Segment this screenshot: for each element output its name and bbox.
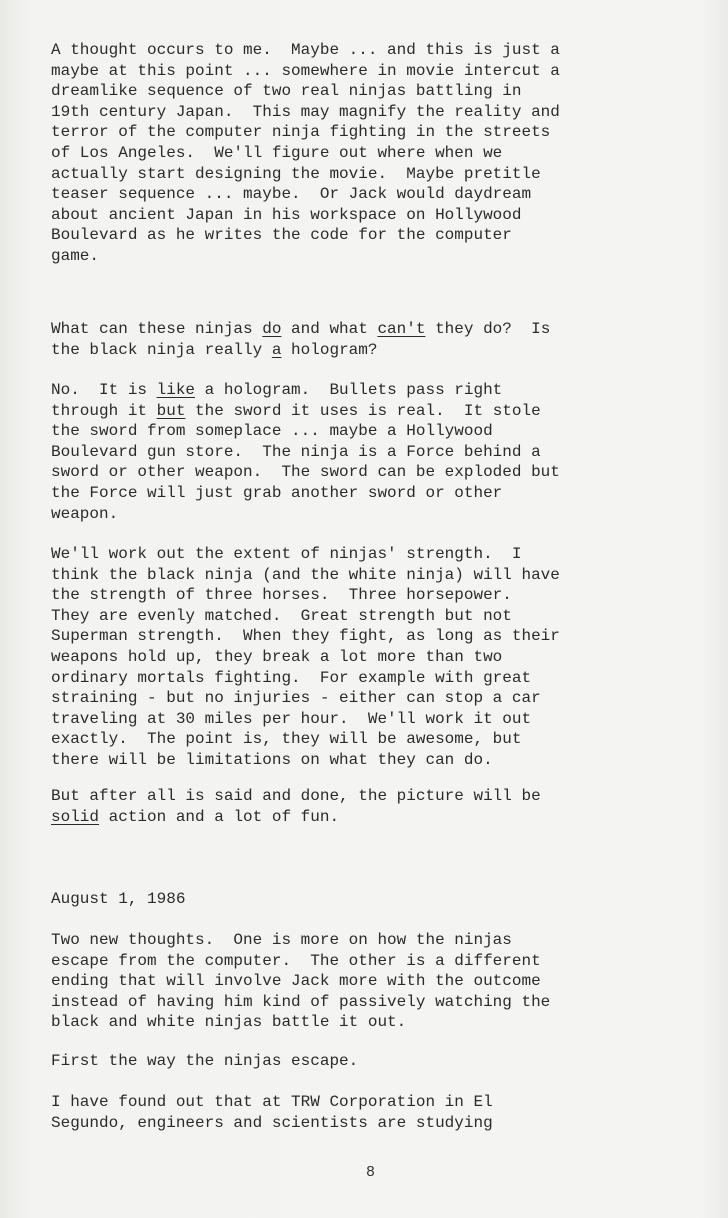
paragraph-ninja-abilities-question [51,319,701,360]
text-segment: But after all is said and done, the picture will be [51,787,541,805]
paragraph-ninjas-escape: First the way the ninjas escape. [51,1052,359,1070]
text-segment: What can these ninjas [51,320,263,338]
underlined-word-but: but [156,401,186,420]
text-segment: action and a lot of fun. [99,807,340,826]
paragraph-hologram-answer [51,380,701,524]
text-segment: hologram? [281,340,378,359]
text-segment: No. It is [51,381,157,399]
page-number: 8 [366,1164,376,1181]
paragraph-solid-action [51,786,701,827]
underlined-word-do: do [262,320,282,338]
text-segment: the sword it uses is real. It stole the sword from someplace ... maybe a Hollywood Boulevard gun store. The ninja is a Force behind a sword or other weapon. The sword can be exploded but the Force will just grab another sword or other weapon. [51,401,560,523]
paragraph-trw-corporation: I have found out that at TRW Corporation in El Segundo, engineers and scientists are studying [51,1093,493,1132]
underlined-word-cant: can't [377,320,426,338]
underlined-word-a: a [271,340,282,359]
entry-date: August 1, 1986 [51,890,186,908]
paragraph-ninja-strength: We'll work out the extent of ninjas' strength. I think the black ninja (and the white ninja) will have the strength of three horses. Three horsepower. They are evenly matched. Great strength but not Superman strength. When they fight, as long as their weapons hold up, they break a lot more than two ordinary mortals fighting. For example with great straining - but no injuries - either can stop a car traveling at 30 miles per hour. We'll work it out exactly. The point is, they will be awesome, but there will be limitations on what they can do. [51,545,560,769]
paragraph-ninja-dream-sequence: A thought occurs to me. Maybe ... and this is just a maybe at this point ... somewhere in movie intercut a dreamlike sequence of two real ninjas battling in 19th century Japan. This may magnify the reality and terror of the computer ninja fighting in the streets of Los Angeles. We'll figure out where when we actually start designing the movie. Maybe pretitle teaser sequence ... maybe. Or Jack would daydream about ancient Japan in his workspace on Hollywood Boulevard as he writes the code for the computer game. [51,41,560,265]
text-segment: a hologram. Bullets pass right through it [51,381,503,420]
text-segment: they do? Is the black ninja really [51,320,551,359]
text-segment: and what [281,320,378,338]
paragraph-two-new-thoughts: Two new thoughts. One is more on how the ninjas escape from the computer. The other is a different ending that will involve Jack more with the outcome instead of having him kind of passively watching the black and white ninjas battle it out. [51,931,551,1032]
underlined-word-solid: solid [51,807,100,826]
underlined-word-like: like [156,381,196,399]
